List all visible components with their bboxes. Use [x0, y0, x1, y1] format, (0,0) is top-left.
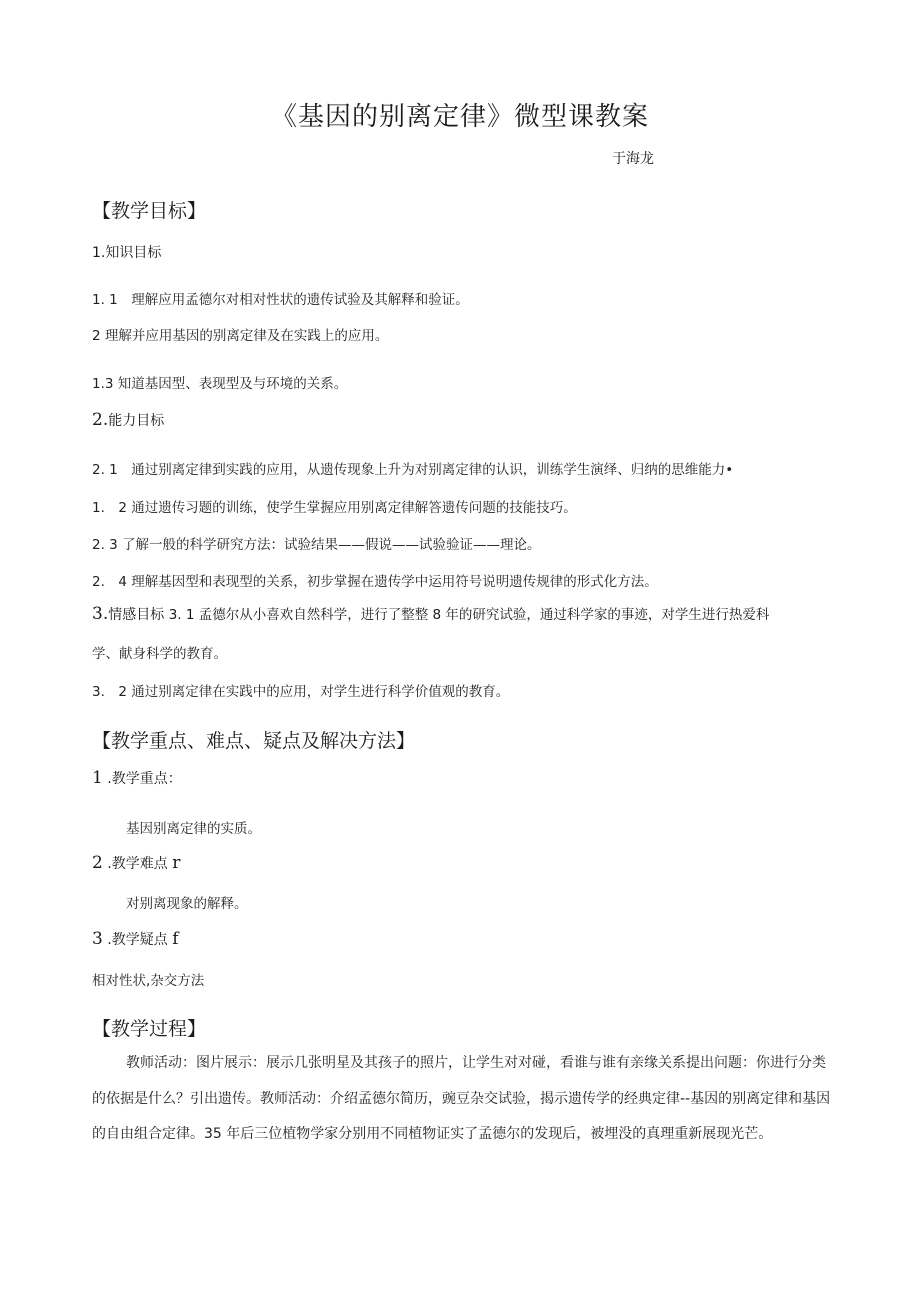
- ability-item-3: 2. 3 了解一般的科学研究方法：试验结果——假说——试验验证——理论。: [92, 537, 541, 553]
- author-name: 于海龙: [612, 151, 654, 167]
- focus-label: .教学重点：: [102, 771, 182, 787]
- difficulty-number: 2: [92, 853, 103, 873]
- emotion-item-2: 3. 2 通过别离定律在实践中的应用，对学生进行科学价值观的教育。: [92, 684, 510, 700]
- focus-heading: [92, 768, 182, 788]
- ability-item-4: 2. 4 理解基因型和表现型的关系，初步掌握在遗传学中运用符号说明遗传规律的形式化方法。: [92, 574, 658, 590]
- focus-number: 1: [92, 768, 103, 788]
- doubt-content: 相对性状,杂交方法: [92, 973, 205, 989]
- keypoints-heading: 【教学重点、难点、疑点及解决方法】: [92, 730, 416, 752]
- emotion-item-1-continued: 学、献身科学的教育。: [92, 646, 227, 662]
- knowledge-heading: 1.知识目标: [92, 245, 162, 261]
- ability-heading-number: 2.: [92, 410, 109, 430]
- process-paragraph: 教师活动：图片展示：展示几张明星及其孩子的照片，让学生对对碰，看谁与谁有亲缘关系提出问题：你进行分类的依据是什么？引出遗传。教师活动：介绍孟德尔简历，豌豆杂交试验，揭示遗传学的经典定律--基因的别离定律和基因的自由组合定律。35 年后三位植物学家分别用不同植物证实了孟德尔的发现后，被埋没的真理重新展现光芒。: [92, 1055, 831, 1142]
- emotion-heading-line: [92, 603, 769, 624]
- ability-item-2: 1. 2 通过遗传习题的训练，使学生掌握应用别离定律解答遗传问题的技能技巧。: [92, 500, 577, 516]
- objectives-heading: 【教学目标】: [92, 200, 207, 222]
- doubt-heading: [92, 929, 178, 949]
- process-heading: 【教学过程】: [92, 1018, 207, 1040]
- emotion-item-1: 3. 1 孟德尔从小喜欢自然科学，进行了整整 8 年的研究试验，通过科学家的事迹，对学生进行热爱科: [168, 607, 770, 623]
- knowledge-item-3: 1.3 知道基因型、表现型及与环境的关系。: [92, 376, 348, 392]
- doubt-label: .教学疑点: [102, 932, 173, 948]
- focus-content: 基因别离定律的实质。: [126, 821, 261, 837]
- difficulty-content: 对别离现象的解释。: [126, 896, 248, 912]
- difficulty-heading: [92, 853, 180, 873]
- knowledge-item-1: 1. 1 理解应用孟德尔对相对性状的遗传试验及其解释和验证。: [92, 292, 469, 308]
- ability-heading-text: 能力目标: [108, 413, 165, 429]
- ability-item-1: 2. 1 通过别离定律到实践的应用，从遗传现象上升为对别离定律的认识，训练学生演绎、归纳的思维能力•: [92, 462, 734, 478]
- ability-heading: [92, 410, 164, 430]
- doubt-tail: f: [172, 929, 179, 949]
- emotion-heading-text: 情感目标: [108, 607, 165, 623]
- difficulty-tail: r: [172, 853, 181, 873]
- document-title: 《基因的别离定律》微型课教案: [270, 102, 649, 132]
- emotion-heading-number: 3.: [92, 604, 109, 624]
- knowledge-item-2: 2 理解并应用基因的别离定律及在实践上的应用。: [92, 328, 389, 344]
- difficulty-label: .教学难点: [102, 856, 173, 872]
- doubt-number: 3: [92, 929, 103, 949]
